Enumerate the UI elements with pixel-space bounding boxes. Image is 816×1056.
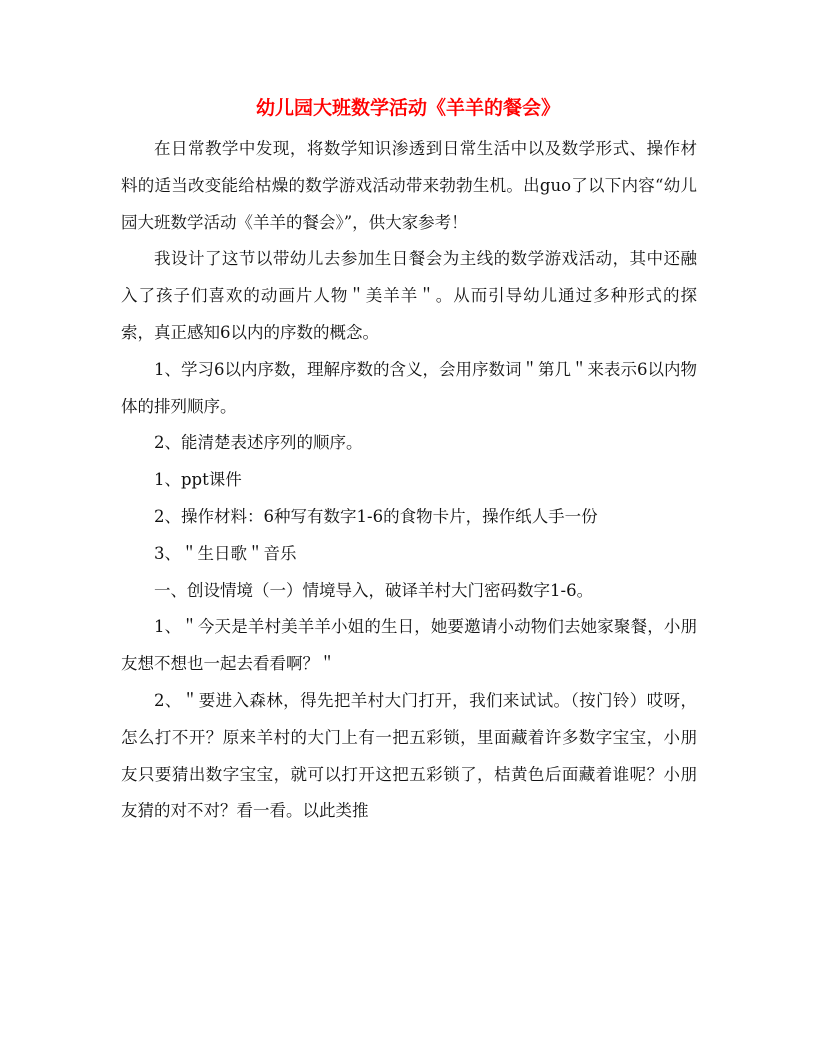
paragraph-step-1-1: 1、＂今天是羊村美羊羊小姐的生日，她要邀请小动物们去她家聚餐，小朋友想不想也一起去看看啊？＂ [121, 617, 697, 674]
paragraph-material-3: 3、＂生日歌＂音乐 [154, 543, 297, 563]
paragraph-goal-2: 2、能清楚表述序列的顺序。 [154, 433, 363, 453]
paragraph-goal-1: 1、学习6以内序数，理解序数的含义，会用序数词＂第几＂来表示6以内物体的排列顺序。 [121, 359, 697, 416]
paragraph-intro: 在日常教学中发现，将数学知识渗透到日常生活中以及数学形式、操作材料的适当改变能给枯燥的数学游戏活动带来勃勃生机。出guo了以下内容“幼儿园大班数学活动《羊羊的餐会》”，供大家参考！ [121, 139, 697, 232]
document-title: 幼儿园大班数学活动《羊羊的餐会》 [255, 97, 560, 119]
paragraph-step-1-2: 2、＂要进入森林，得先把羊村大门打开，我们来试试。（按门铃）哎呀，怎么打不开？原来羊村的大门上有一把五彩锁，里面藏着许多数字宝宝，小朋友只要猜出数字宝宝，就可以打开这把五彩锁了，桔黄色后面藏着谁呢？小朋友猜的对不对？看一看。以此类推 [121, 690, 697, 821]
document-body [121, 131, 697, 830]
paragraph-design: 我设计了这节以带幼儿去参加生日餐会为主线的数学游戏活动，其中还融入了孩子们喜欢的动画片人物＂美羊羊＂。从而引导幼儿通过多种形式的探索，真正感知6以内的序数的概念。 [121, 249, 697, 342]
paragraph-step-1: 一、创设情境（一）情境导入，破译羊村大门密码数字1-6。 [154, 580, 594, 600]
paragraph-material-2: 2、操作材料：6种写有数字1-6的食物卡片，操作纸人手一份 [154, 506, 598, 526]
paragraph-material-1: 1、ppt课件 [154, 470, 242, 490]
